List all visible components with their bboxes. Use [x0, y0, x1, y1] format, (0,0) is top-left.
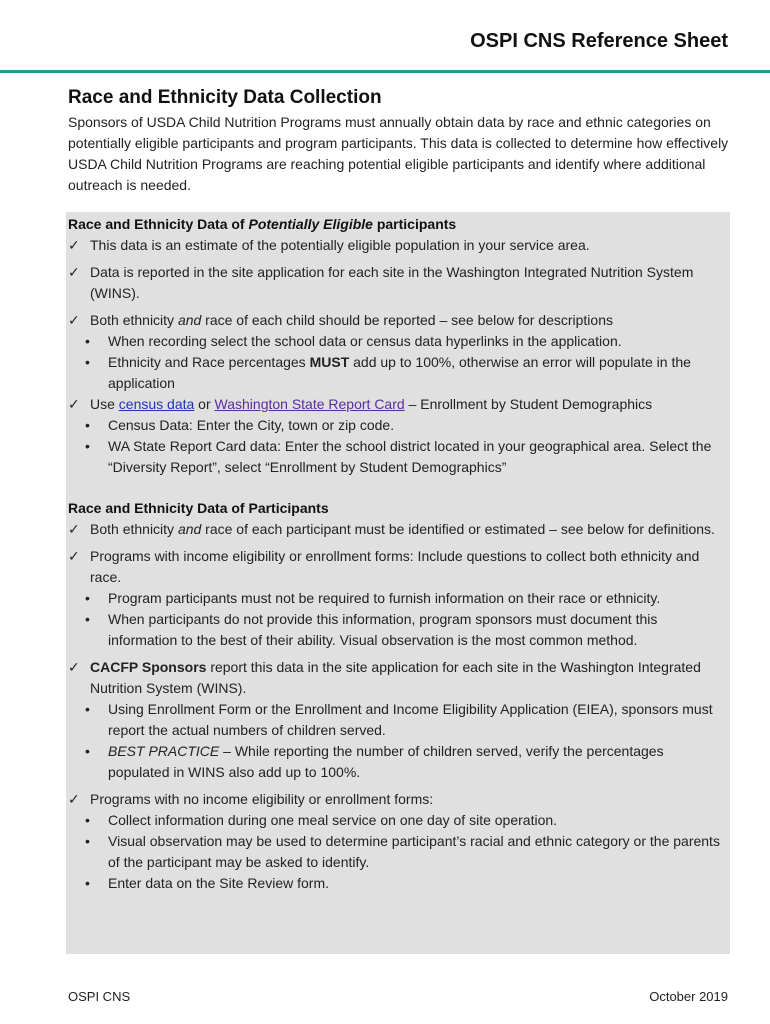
footer-date: October 2019	[649, 989, 728, 1004]
list-item: • Collect information during one meal service on one day of site operation.	[68, 810, 728, 831]
participants-item-cacfp: ✓ CACFP Sponsors report this data in the site application for each site in the Washington Integrated Nutrition System (WINS).	[68, 659, 701, 696]
participants-item-no-forms: ✓ Programs with no income eligibility or enrollment forms:	[68, 789, 728, 810]
list-item: • Program participants must not be required to furnish information on their race or ethnicity.	[68, 588, 728, 609]
bullet-icon: •	[85, 743, 90, 759]
list-item: • Using Enrollment Form or the Enrollment and Income Eligibility Application (EIEA), sponsors must report the actual numbers of children served.	[85, 701, 713, 738]
page-title: Race and Ethnicity Data Collection	[68, 87, 382, 108]
list-item: • WA State Report Card data: Enter the school district located in your geographical area. Select the “Diversity Report”, select “Enrollment by Student Demographics”	[85, 438, 712, 475]
eligible-section-title: Race and Ethnicity Data of Potentially Eligible participants	[68, 216, 457, 232]
intro-section	[68, 86, 730, 196]
bullet-icon: •	[85, 875, 90, 891]
eligible-item-estimate: ✓ This data is an estimate of the potentially eligible population in your service area.	[68, 235, 728, 256]
report-card-link[interactable]: Washington State Report Card	[214, 396, 405, 412]
check-icon: ✓	[68, 659, 80, 675]
bullet-icon: •	[85, 438, 90, 454]
bullet-icon: •	[85, 812, 90, 828]
intro-paragraph: Sponsors of USDA Child Nutrition Programs must annually obtain data by race and ethnic categories on potentially eligible participants and program participants. This data is collected to determine how effectively USDA Child Nutrition Programs are reaching potential eligible participants and identify where additional outreach is needed.	[68, 114, 729, 193]
check-icon: ✓	[68, 791, 80, 807]
bullet-icon: •	[85, 611, 90, 627]
header-rule	[0, 70, 770, 73]
header-title: OSPI CNS Reference Sheet	[470, 30, 728, 52]
census-data-link[interactable]: census data	[118, 396, 195, 412]
bullet-icon: •	[85, 333, 90, 349]
participants-item-cacfp-bullets	[68, 699, 728, 783]
check-icon: ✓	[68, 396, 80, 412]
eligible-item-sources: ✓ Use census data or Washington State Report Card – Enrollment by Student Demographics	[68, 394, 728, 415]
list-item: • Ethnicity and Race percentages MUST add up to 100%, otherwise an error will populate in the application	[85, 354, 691, 391]
reference-box	[66, 212, 730, 954]
list-item: • Visual observation may be used to determine participant’s racial and ethnic category or the parents of the participant may be asked to identify.	[85, 833, 720, 870]
participants-item-no-forms-bullets	[68, 810, 728, 894]
list-item: • BEST PRACTICE – While reporting the number of children served, verify the percentages populated in WINS also add up to 100%.	[85, 743, 664, 780]
participants-item-forms: ✓ Programs with income eligibility or enrollment forms: Include questions to collect both ethnicity and race.	[68, 548, 700, 585]
participants-section-title: Race and Ethnicity Data of Participants	[68, 500, 329, 516]
check-icon: ✓	[68, 521, 80, 537]
eligible-item-reported: ✓ Data is reported in the site application for each site in the Washington Integrated Nutrition System (WINS).	[68, 264, 694, 301]
eligible-item-both-bullets	[68, 331, 728, 394]
bullet-icon: •	[85, 590, 90, 606]
list-item: • When participants do not provide this information, program sponsors must document this information to the best of their ability. Visual observation is the most common method.	[85, 611, 658, 648]
list-item: • Enter data on the Site Review form.	[68, 873, 728, 894]
eligible-item-sources-bullets	[68, 415, 728, 478]
check-icon: ✓	[68, 237, 80, 253]
list-item: • When recording select the school data or census data hyperlinks in the application.	[68, 331, 728, 352]
eligible-item-both: ✓ Both ethnicity and race of each child should be reported – see below for descriptions	[68, 310, 728, 331]
participants-item-forms-bullets	[68, 588, 728, 651]
bullet-icon: •	[85, 701, 90, 717]
bullet-icon: •	[85, 354, 90, 370]
check-icon: ✓	[68, 264, 80, 280]
check-icon: ✓	[68, 312, 80, 328]
participants-item-both: ✓ Both ethnicity and race of each participant must be identified or estimated – see below for definitions.	[68, 519, 728, 540]
list-item: • Census Data: Enter the City, town or zip code.	[68, 415, 728, 436]
bullet-icon: •	[85, 833, 90, 849]
check-icon: ✓	[68, 548, 80, 564]
bullet-icon: •	[85, 417, 90, 433]
footer-left: OSPI CNS	[68, 989, 131, 1004]
